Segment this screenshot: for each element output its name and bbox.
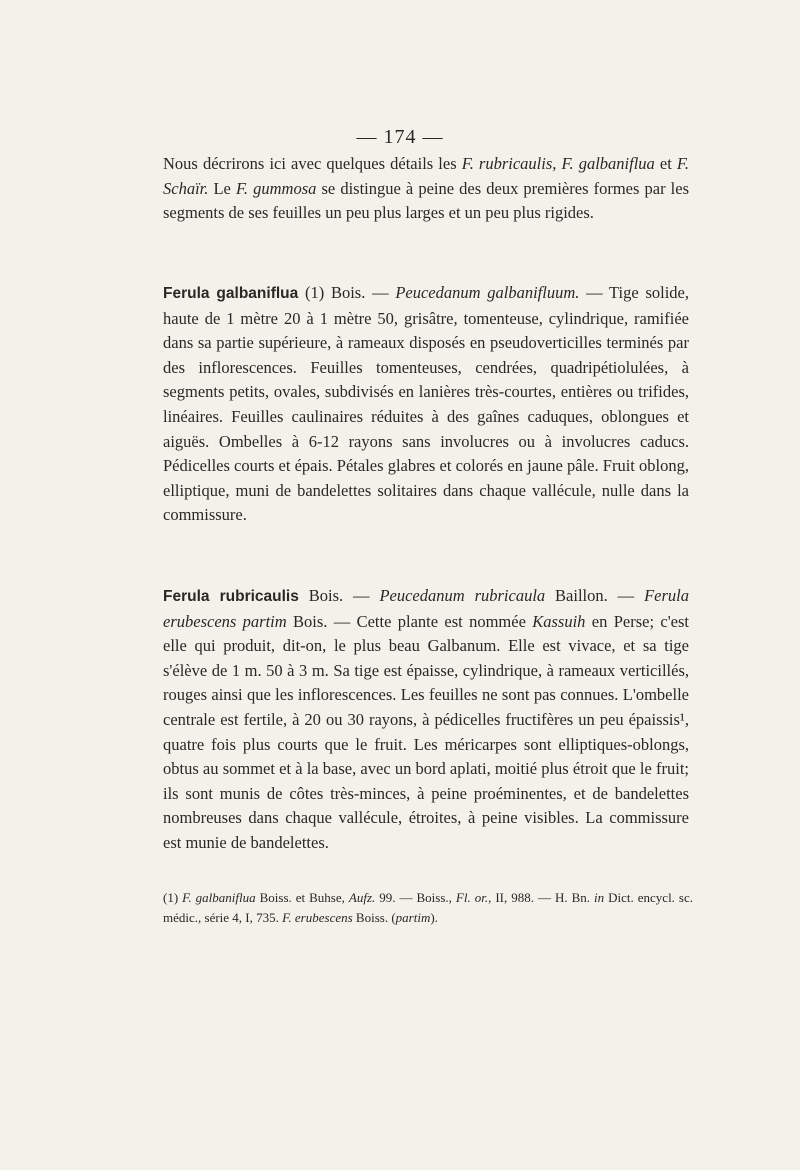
local-name: Kassuih [532, 611, 586, 631]
species-name: F. rubricaulis, F. galbaniflua [461, 154, 655, 173]
footnote-text: Boiss. ( [352, 910, 396, 925]
species-name: F. Schaïr. [163, 154, 689, 198]
page-number: — 174 — [356, 126, 444, 148]
footnote-species: F. erubescens [282, 910, 353, 925]
description-body: en Perse; c'est elle qui produit, dit-on, le plus beau Galbanum. Elle est vivace, et sa tige s'élève de 1 m. 50 à 3 m. Sa tige est épaisse, cylindrique, à rameaux verticillés, rouges ainsi que les inflorescences. Les feuilles ne sont pas connues. L'ombelle centrale est fertile, à 20 ou 30 rayons, à pédicelles fructifères un peu épaissis¹, quatre fois plus courts que le fruit. Les méricarpes sont elliptiques-oblongs, obtus au sommet et à la base, avec un bord aplati, moitié plus étroit que le fruit; ils sont munis de côtes très-minces, à peine proéminentes, et de bandelettes nombreuses dans chaque vallécule, étroites, à peine visibles. La commissure est munie de bandelettes. [163, 611, 689, 852]
description-body: — Tige solide, haute de 1 mètre 20 à 1 mètre 50, grisâtre, tomenteuse, cylindrique, ramifiée dans sa partie supérieure, à rameaux disposés en pseudoverticilles terminés par des inflorescences. Feuilles tomenteuses, cendrées, quadripétiolulées, à segments petits, ovales, subdivisés en lanières très-courtes, entières ou trifides, linéaires. Feuilles caulinaires réduites à des gaînes caduques, oblongues et aiguës. Ombelles à 6-12 rayons sans involucres ou à involucres caducs. Pédicelles courts et épais. Pétales glabres et colorés en jaune pâle. Fruit oblong, elliptique, muni de bandelettes solitaires dans chaque vallécule, nulle dans la commissure. [163, 283, 689, 525]
reference-text: Baillon. — [545, 586, 645, 605]
footnote [163, 888, 693, 928]
footnote-text: , II, 988. — H. Bn. [488, 890, 595, 905]
footnote-species: F. galbaniflua [182, 890, 256, 905]
footnote-partim: partim [395, 910, 431, 925]
intro-text: Le [208, 178, 236, 198]
footnote-text: Boiss. et Buhse, [255, 890, 349, 905]
intro-text: et [654, 154, 677, 173]
synonym: Peucedanum galbanifluum. [395, 283, 580, 302]
galbaniflua-description [163, 281, 689, 528]
intro-paragraph [163, 152, 689, 226]
reference-text: Bois. — [298, 586, 380, 605]
reference-text: (1) Bois. — [298, 283, 396, 302]
synonym: Ferula erubescens partim [163, 586, 689, 631]
footnote-text: ). [430, 910, 438, 925]
reference-text: Bois. — Cette plante est nommée [286, 611, 533, 631]
rubricaulis-description [163, 584, 689, 856]
footnote-in: in [594, 890, 605, 905]
intro-text: Nous décrirons ici avec quelques détails les [163, 154, 462, 173]
intro-text: se distingue à peine des deux premières formes par les segments de ses feuilles un peu plus larges et un peu plus rigides. [163, 178, 689, 223]
footnote-text: Dict. encycl. sc. médic., série 4, I, 735. [163, 890, 694, 925]
footnote-marker: (1) [163, 890, 183, 905]
footnote-title: Aufz. [348, 890, 376, 905]
species-heading: Ferula galbaniflua [163, 285, 299, 302]
synonym: Peucedanum rubricaula [379, 586, 546, 605]
species-heading: Ferula rubricaulis [163, 588, 299, 605]
footnote-text: 99. — Boiss., [375, 890, 456, 905]
species-name: F. gummosa [235, 178, 317, 198]
footnote-title: Fl. or. [455, 890, 489, 905]
